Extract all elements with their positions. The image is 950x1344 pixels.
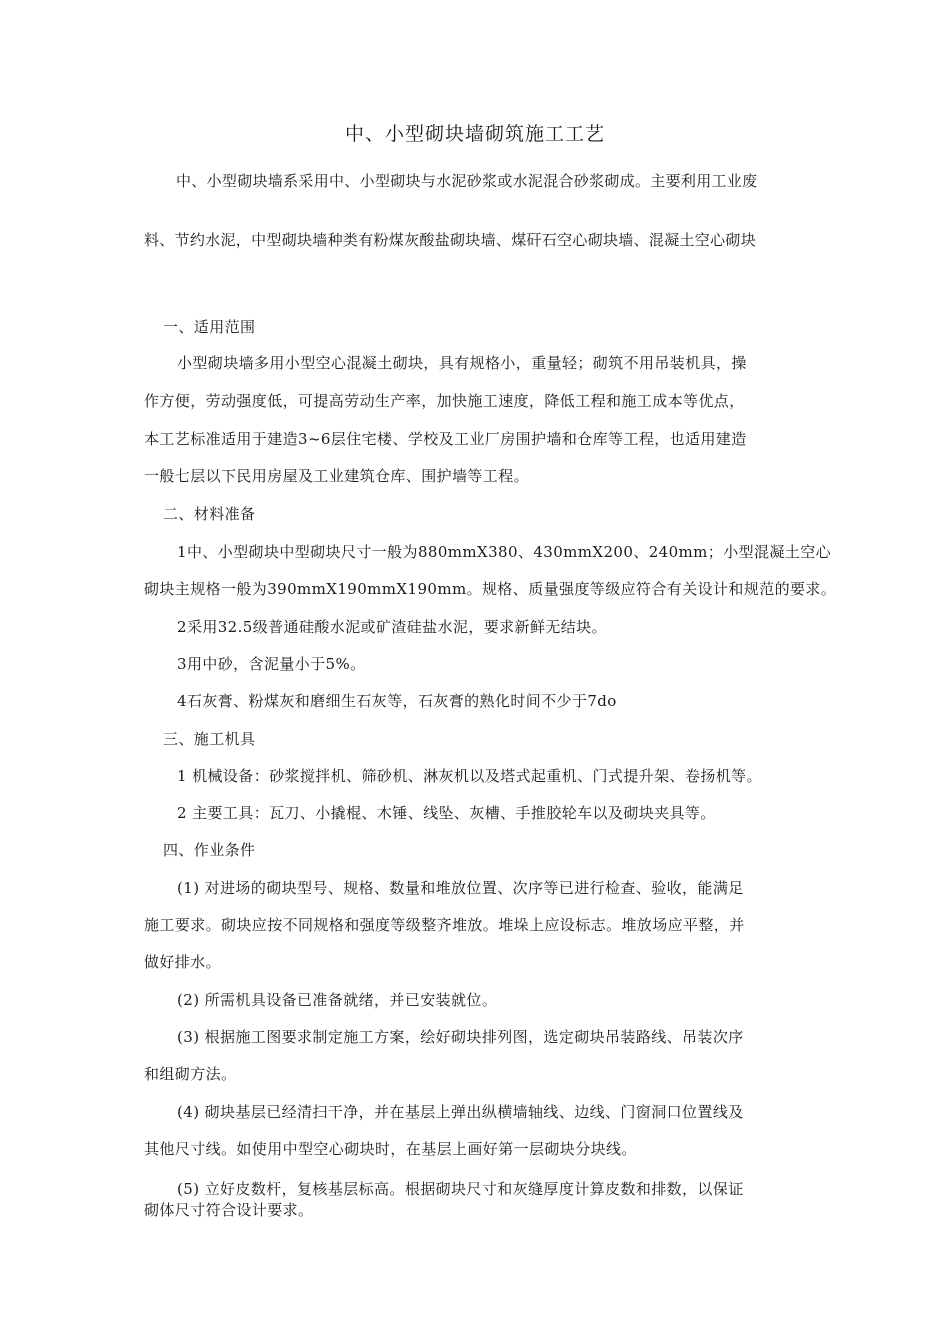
conditions-item-5-line-2: 砌体尺寸符合设计要求。 bbox=[144, 1201, 314, 1219]
tools-item-2: 2 主要工具：瓦刀、小撬棍、木锤、线坠、灰槽、手推胶轮车以及砌块夹具等。 bbox=[177, 804, 716, 822]
scope-line-4: 一般七层以下民用房屋及工业建筑仓库、围护墙等工程。 bbox=[144, 467, 530, 485]
conditions-item-1-line-2: 施工要求。砌块应按不同规格和强度等级整齐堆放。堆垛上应设标志。堆放场应平整，并 bbox=[144, 916, 745, 934]
conditions-item-1-line-3: 做好排水。 bbox=[144, 953, 222, 971]
section-heading-materials: 二、材料准备 bbox=[163, 505, 256, 523]
intro-paragraph-1 bbox=[144, 170, 824, 192]
scope-line-2: 作方便，劳动强度低，可提高劳动生产率，加快施工速度，降低工程和施工成本等优点， bbox=[144, 392, 745, 410]
tools-item-1: 1 机械设备：砂浆搅拌机、筛砂机、淋灰机以及塔式起重机、门式提升架、卷扬机等。 bbox=[177, 767, 762, 785]
intro-paragraph-2 bbox=[144, 229, 824, 251]
scope-line-1: 小型砌块墙多用小型空心混凝土砌块，具有规格小，重量轻；砌筑不用吊装机具，操 bbox=[177, 354, 747, 372]
conditions-item-3-line-1: (3) 根据施工图要求制定施工方案，绘好砌块排列图，选定砌块吊装路线、吊装次序 bbox=[177, 1028, 744, 1046]
conditions-item-2: (2) 所需机具设备已准备就绪，并已安装就位。 bbox=[177, 991, 498, 1009]
document-title: 中、小型砌块墙砌筑施工工艺 bbox=[344, 123, 605, 145]
materials-item-1-line-1: 1中、小型砌块中型砌块尺寸一般为880mmX380、430mmX200、240mm；小型混凝土空心 bbox=[177, 543, 831, 561]
section-heading-scope: 一、适用范围 bbox=[163, 318, 256, 336]
materials-item-1-line-2: 砌块主规格一般为390mmX190mmX190mm。规格、质量强度等级应符合有关设计和规范的要求。 bbox=[144, 580, 837, 598]
materials-item-3: 3用中砂，含泥量小于5%。 bbox=[177, 655, 366, 673]
section-heading-conditions: 四、作业条件 bbox=[163, 841, 256, 859]
conditions-item-5-line-1: (5) 立好皮数杆，复核基层标高。根据砌块尺寸和灰缝厚度计算皮数和排数，以保证 bbox=[177, 1180, 744, 1198]
conditions-item-3-line-2: 和组砌方法。 bbox=[144, 1065, 237, 1083]
conditions-item-4-line-2: 其他尺寸线。如使用中型空心砌块时，在基层上画好第一层砌块分块线。 bbox=[144, 1140, 637, 1158]
materials-item-2: 2采用32.5级普通硅酸水泥或矿渣硅盐水泥，要求新鲜无结块。 bbox=[177, 618, 607, 636]
intro-text-1: 中、小型砌块墙系采用中、小型砌块与水泥砂浆或水泥混合砂浆砌成。主要利用工业废 bbox=[176, 172, 758, 190]
conditions-item-1-line-1: (1) 对进场的砌块型号、规格、数量和堆放位置、次序等已进行检查、验收，能满足 bbox=[177, 879, 744, 897]
materials-item-4: 4石灰膏、粉煤灰和磨细生石灰等，石灰膏的熟化时间不少于7do bbox=[177, 692, 617, 710]
section-heading-tools: 三、施工机具 bbox=[163, 730, 256, 748]
intro-text-2: 料、节约水泥，中型砌块墙种类有粉煤灰酸盐砌块墙、煤矸石空心砌块墙、混凝土空心砌块 bbox=[144, 231, 757, 249]
conditions-item-4-line-1: (4) 砌块基层已经清扫干净，并在基层上弹出纵横墙轴线、边线、门窗洞口位置线及 bbox=[177, 1103, 744, 1121]
scope-line-3: 本工艺标准适用于建造3~6层住宅楼、学校及工业厂房围护墙和仓库等工程，也适用建造 bbox=[144, 430, 747, 448]
